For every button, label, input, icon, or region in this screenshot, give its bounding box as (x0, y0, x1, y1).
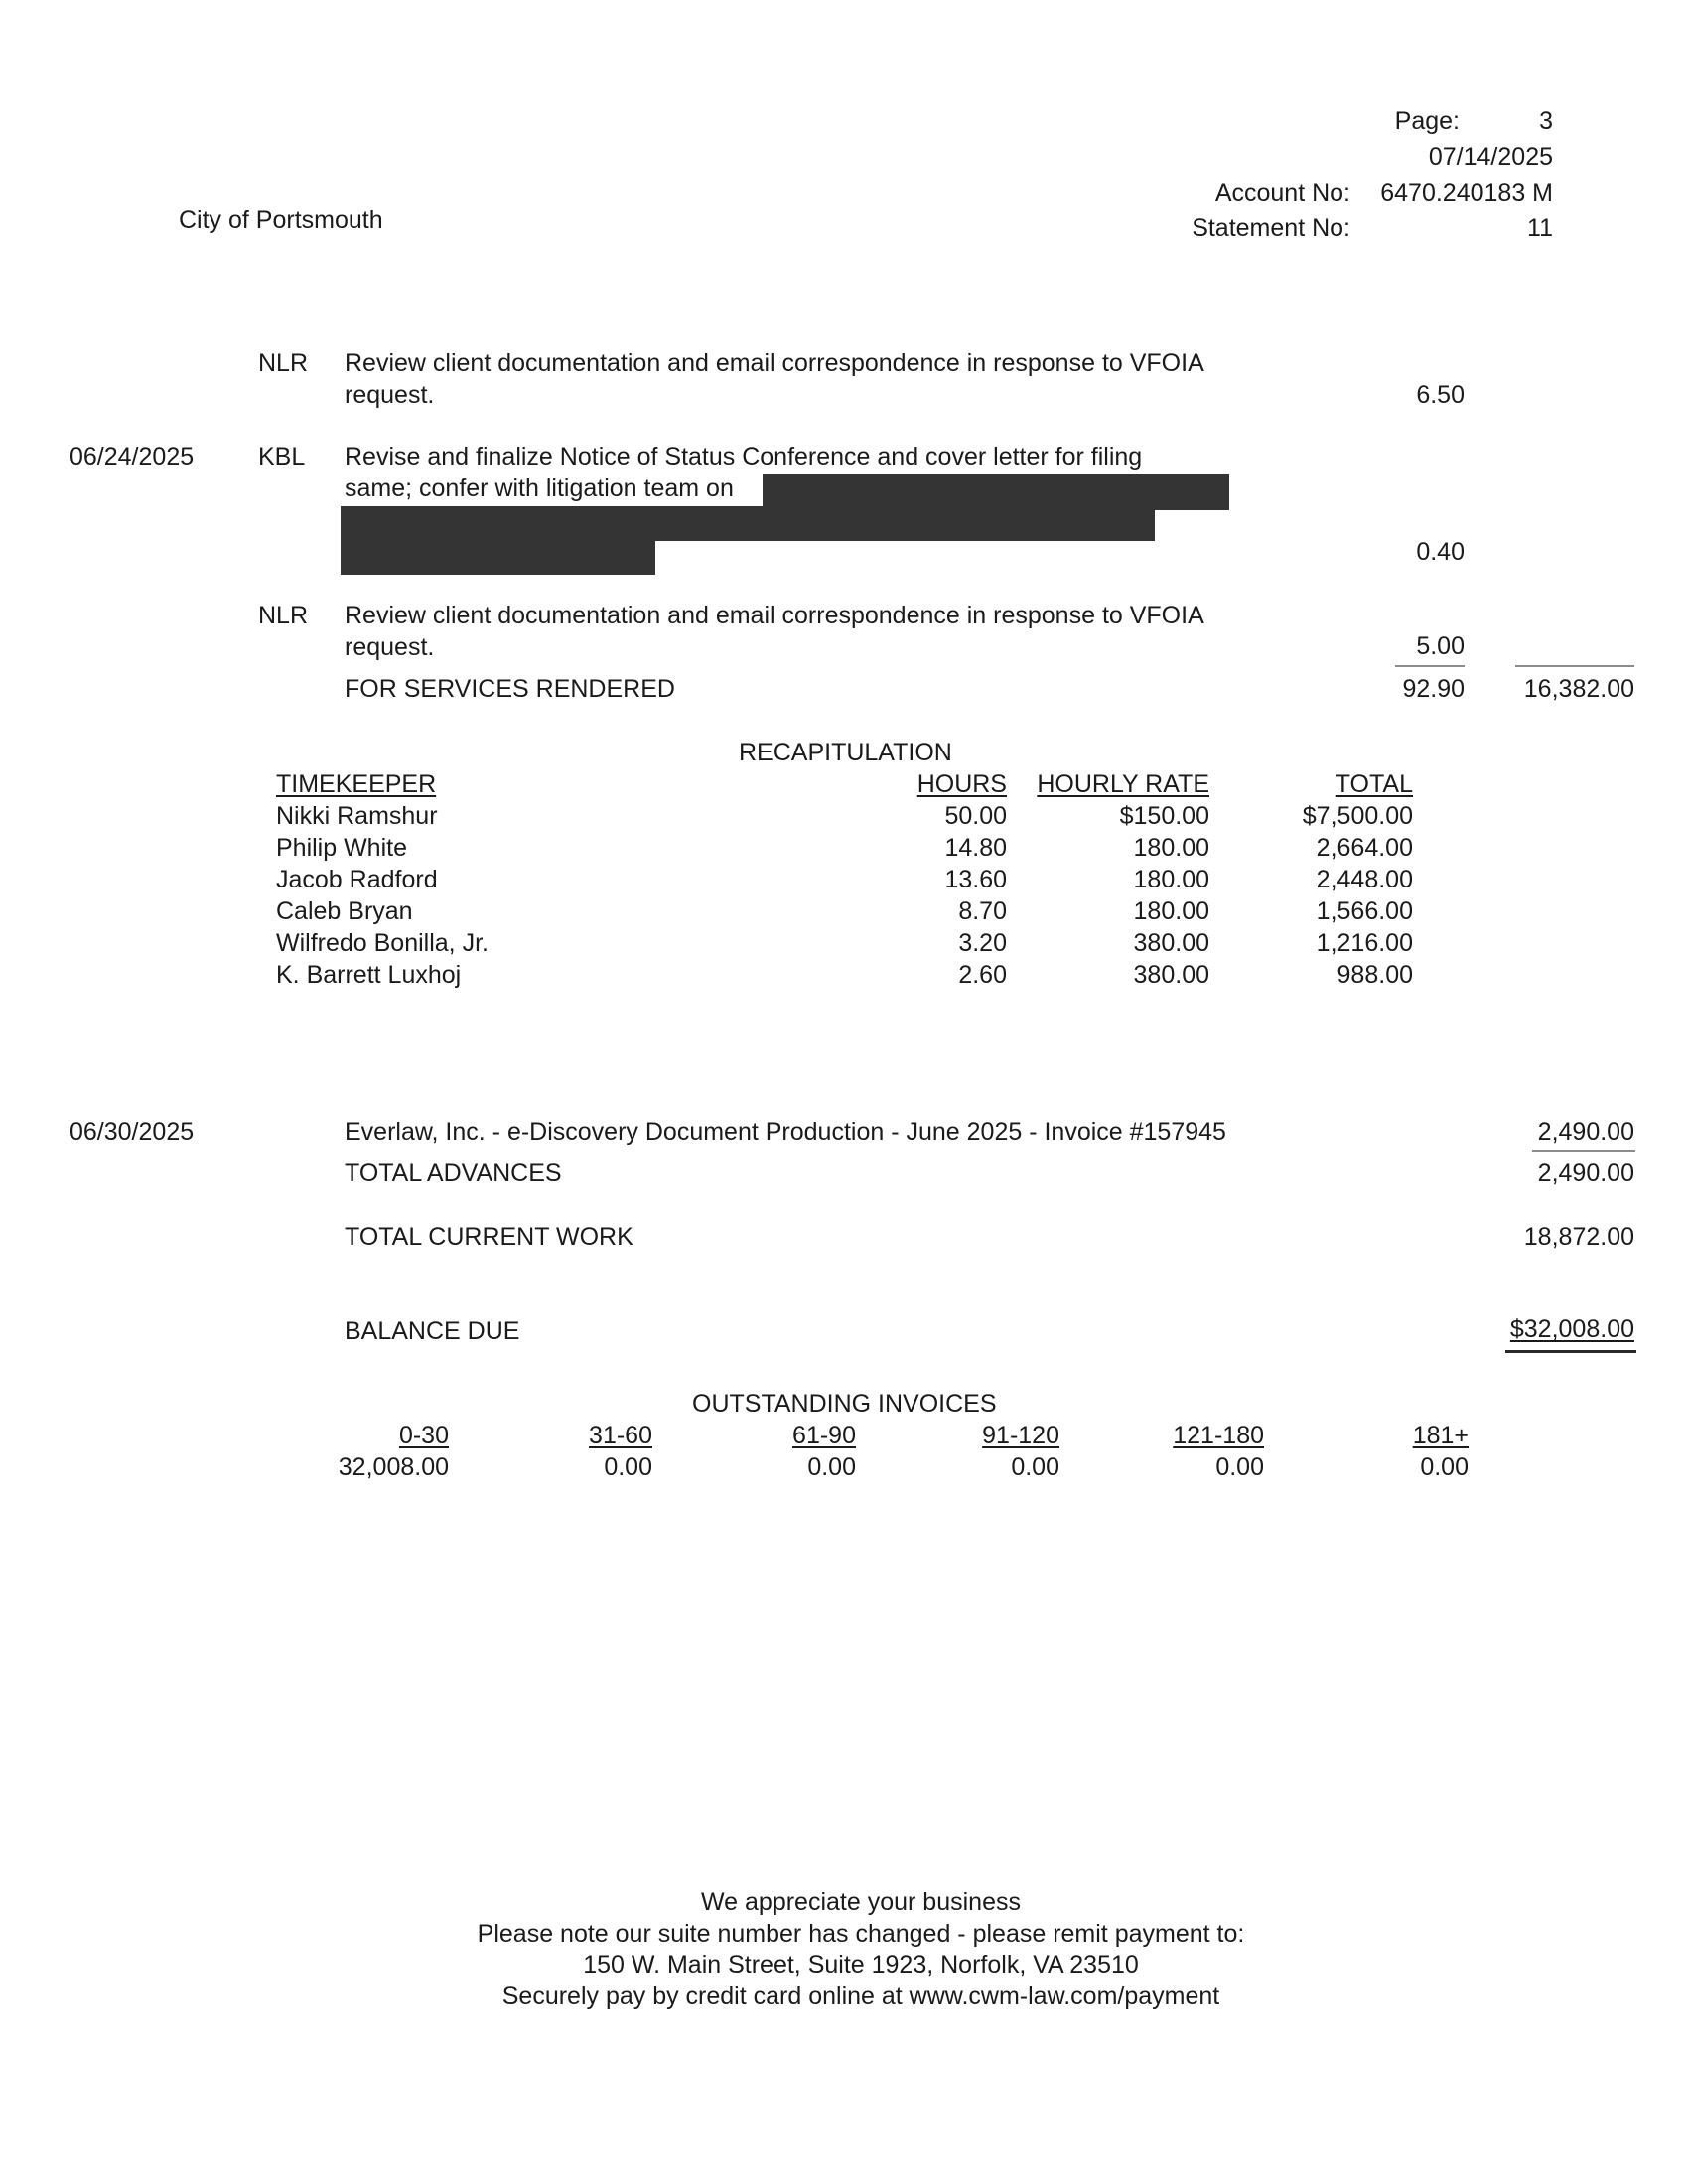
bucket-amount: 32,008.00 (338, 1453, 449, 1481)
recap-timekeeper: Philip White (276, 834, 407, 862)
bucket-label: 61-90 (792, 1422, 856, 1449)
recap-title: RECAPITULATION (739, 739, 952, 766)
entry-hours: 5.00 (1416, 632, 1465, 660)
recap-hours: 3.20 (958, 929, 1007, 957)
recap-total: $7,500.00 (1302, 802, 1413, 830)
bucket-amount: 0.00 (604, 1453, 652, 1481)
account-label: Account No: (1214, 179, 1350, 206)
entry-description-line: same; confer with litigation team on (345, 475, 734, 502)
recap-timekeeper: Jacob Radford (276, 866, 438, 893)
recap-total: 988.00 (1336, 961, 1413, 989)
bucket-amount: 0.00 (1420, 1453, 1469, 1481)
footer-line: 150 W. Main Street, Suite 1923, Norfolk, VA 23510 (583, 1951, 1139, 1979)
bucket-amount: 0.00 (807, 1453, 856, 1481)
recap-rate: 180.00 (1133, 866, 1209, 893)
amount-divider (1515, 665, 1634, 667)
advance-amount: 2,490.00 (1537, 1118, 1634, 1146)
recap-timekeeper: Caleb Bryan (276, 897, 413, 925)
services-label: FOR SERVICES RENDERED (345, 675, 675, 703)
entry-description-line: request. (345, 381, 435, 409)
advance-divider (1532, 1150, 1635, 1152)
recap-timekeeper: Wilfredo Bonilla, Jr. (276, 929, 489, 957)
entry-initials: NLR (258, 349, 309, 377)
page-label: Page: (1394, 107, 1460, 135)
recap-total: 2,664.00 (1316, 834, 1413, 862)
current-work-label: TOTAL CURRENT WORK (345, 1223, 633, 1251)
current-work-amount: 18,872.00 (1523, 1223, 1634, 1251)
entry-description-line: request. (345, 633, 435, 661)
bucket-label: 0-30 (398, 1422, 449, 1449)
account-number: 6470.240183 M (1380, 179, 1553, 206)
balance-double-underline (1505, 1350, 1636, 1353)
recap-header-total: TOTAL (1335, 770, 1413, 798)
recap-hours: 8.70 (958, 897, 1007, 925)
statement-date: 07/14/2025 (1428, 143, 1553, 171)
balance-due-label: BALANCE DUE (345, 1317, 520, 1345)
entry-initials: KBL (258, 443, 306, 471)
services-hours: 92.90 (1402, 675, 1465, 703)
recap-total: 1,566.00 (1316, 897, 1413, 925)
bucket-amount: 0.00 (1011, 1453, 1059, 1481)
recap-total: 2,448.00 (1316, 866, 1413, 893)
recap-hours: 13.60 (944, 866, 1007, 893)
recap-rate: 380.00 (1133, 961, 1209, 989)
recap-header-hours: HOURS (916, 770, 1007, 798)
recap-hours: 50.00 (944, 802, 1007, 830)
entry-description-line: Review client documentation and email correspondence in response to VFOIA (345, 602, 1204, 629)
bucket-amount: 0.00 (1215, 1453, 1264, 1481)
recap-total: 1,216.00 (1316, 929, 1413, 957)
outstanding-title: OUTSTANDING INVOICES (692, 1390, 997, 1418)
statement-label: Statement No: (1192, 214, 1350, 242)
redaction-block (341, 506, 1155, 541)
entry-initials: NLR (258, 602, 309, 629)
recap-rate: 180.00 (1133, 834, 1209, 862)
bucket-label: 181+ (1412, 1422, 1469, 1449)
bucket-label: 31-60 (589, 1422, 652, 1449)
recap-header-timekeeper: TIMEKEEPER (276, 770, 437, 798)
footer-line: Please note our suite number has changed - please remit payment to: (477, 1920, 1245, 1948)
recap-timekeeper: Nikki Ramshur (276, 802, 438, 830)
entry-date: 06/24/2025 (70, 443, 195, 471)
advance-description: Everlaw, Inc. - e-Discovery Document Production - June 2025 - Invoice #157945 (345, 1118, 1226, 1146)
total-advances-amount: 2,490.00 (1537, 1160, 1634, 1187)
recap-rate: 180.00 (1133, 897, 1209, 925)
hours-divider (1395, 665, 1465, 667)
redaction-block (763, 474, 1229, 510)
advance-date: 06/30/2025 (70, 1118, 195, 1146)
recap-hours: 14.80 (944, 834, 1007, 862)
entry-hours: 0.40 (1416, 538, 1465, 566)
recap-rate: 380.00 (1133, 929, 1209, 957)
recap-hours: 2.60 (958, 961, 1007, 989)
entry-description-line: Revise and finalize Notice of Status Conference and cover letter for filing (345, 443, 1143, 471)
redaction-block (341, 539, 655, 575)
bucket-label: 121-180 (1173, 1422, 1264, 1449)
services-amount: 16,382.00 (1523, 675, 1634, 703)
footer-payment-line: Securely pay by credit card online at www.cwm-law.com/payment (501, 1982, 1220, 2010)
recap-header-rate: HOURLY RATE (1037, 770, 1209, 798)
footer-line: We appreciate your business (701, 1888, 1021, 1916)
recap-timekeeper: K. Barrett Luxhoj (276, 961, 462, 989)
balance-due-amount: $32,008.00 (1509, 1315, 1634, 1343)
entry-description-line: Review client documentation and email correspondence in response to VFOIA (345, 349, 1204, 377)
bucket-label: 91-120 (982, 1422, 1059, 1449)
recap-rate: $150.00 (1119, 802, 1209, 830)
entry-hours: 6.50 (1416, 381, 1465, 409)
total-advances-label: TOTAL ADVANCES (345, 1160, 562, 1187)
statement-number: 11 (1527, 214, 1553, 242)
page-number: 3 (1539, 107, 1553, 135)
client-name: City of Portsmouth (179, 206, 383, 234)
